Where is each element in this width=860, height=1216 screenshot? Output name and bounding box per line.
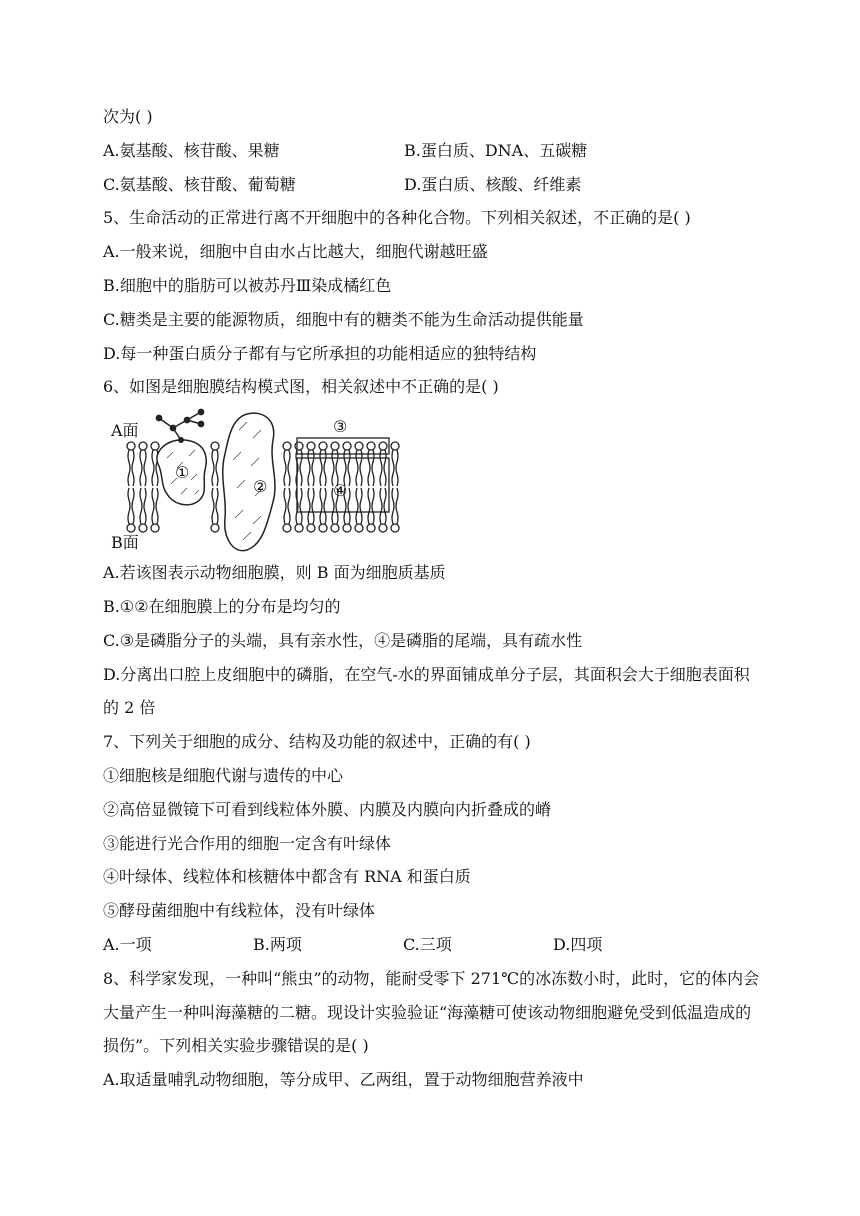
lipid-tail	[380, 450, 386, 486]
q4-option-b: B.蛋白质、DNA、五碳糖	[404, 140, 588, 160]
lipid-head	[139, 524, 147, 532]
lipid-tail	[212, 450, 218, 486]
lipid-head	[211, 442, 219, 450]
lipid-tail	[152, 488, 158, 524]
q6-option-c: C.③是磷脂分子的头端，具有亲水性，④是磷脂的尾端，具有疏水性	[103, 630, 583, 650]
lipid-head	[391, 524, 399, 532]
lipid-tail	[308, 450, 314, 486]
lipid-head	[151, 524, 159, 532]
q8-option-a: A.取适量哺乳动物细胞，等分成甲、乙两组，置于动物细胞营养液中	[103, 1070, 584, 1090]
lipid-head	[331, 524, 339, 532]
lipid-head	[367, 524, 375, 532]
lipid-tail	[212, 488, 218, 524]
lipid-tail	[356, 488, 362, 524]
q7-item-3: ③能进行光合作用的细胞一定含有叶绿体	[103, 833, 392, 853]
lipid-head	[307, 442, 315, 450]
q7-options-row	[103, 928, 763, 962]
mark-4: ④	[333, 481, 348, 501]
lipid-head	[355, 442, 363, 450]
q7-item-2: ②高倍显微镜下可看到线粒体外膜、内膜及内膜向内折叠成的嵴	[103, 799, 552, 819]
q7-option-a: A.一项	[103, 934, 152, 954]
q5-option-c: C.糖类是主要的能源物质，细胞中有的糖类不能为生命活动提供能量	[103, 309, 584, 329]
q4-stem-tail: 次为( )	[103, 107, 153, 126]
lipid-head	[127, 442, 135, 450]
lipid-head	[307, 524, 315, 532]
lipid-tail	[140, 488, 146, 524]
glycan-chain	[156, 410, 203, 443]
q7-option-b: B.两项	[253, 934, 302, 954]
lipid-head	[283, 442, 291, 450]
q8-stem: 8、科学家发现，一种叫“熊虫”的动物，能耐受零下 271℃的冰冻数小时，此时，它的体内会大量产生一种叫海藻糖的二糖。现设计实验验证“海藻糖可使该动物细胞避免受到低温造成的损伤”。下列相关实验步骤错误的是( )	[103, 968, 760, 1056]
lipid-head	[319, 442, 327, 450]
mark-1: ①	[175, 463, 190, 483]
lipid-tail	[128, 488, 134, 524]
lipid-head	[391, 442, 399, 450]
mark-2: ②	[253, 477, 268, 497]
q6-option-b: B.①②在细胞膜上的分布是均匀的	[103, 596, 341, 616]
lipid-head	[355, 524, 363, 532]
lipid-tail	[380, 488, 386, 524]
lipid-tail	[320, 450, 326, 486]
lipid-tail	[392, 488, 398, 524]
lipid-tail	[284, 450, 290, 486]
lipid-head	[367, 442, 375, 450]
q5-option-a: A.一般来说，细胞中自由水占比越大，细胞代谢越旺盛	[103, 242, 488, 262]
q6-option-a: A.若该图表示动物细胞膜，则 B 面为细胞质基质	[103, 563, 446, 583]
q7-item-4: ④叶绿体、线粒体和核糖体中都含有 RNA 和蛋白质	[103, 867, 471, 887]
lipid-head	[295, 442, 303, 450]
q7-item-5: ⑤酵母菌细胞中有线粒体，没有叶绿体	[103, 901, 376, 921]
q4-option-c: C.氨基酸、核苷酸、葡萄糖	[103, 174, 296, 194]
lipid-tail	[368, 488, 374, 524]
lipid-tail	[368, 450, 374, 486]
q4-option-d: D.蛋白质、核酸、纤维素	[404, 174, 582, 194]
lipid-head	[379, 442, 387, 450]
q6-stem: 6、如图是细胞膜结构模式图，相关叙述中不正确的是( )	[103, 377, 499, 397]
lipid-tail	[320, 488, 326, 524]
lipid-head	[379, 524, 387, 532]
q7-option-d: D.四项	[553, 934, 603, 954]
q5-stem: 5、生命活动的正常进行离不开细胞中的各种化合物。下列相关叙述，不正确的是( )	[103, 208, 691, 228]
q4-options-row-2	[103, 168, 763, 202]
lipid-tail	[392, 450, 398, 486]
lipid-tail	[284, 488, 290, 524]
lipid-head	[331, 442, 339, 450]
q7-option-c: C.三项	[403, 934, 452, 954]
cell-membrane-figure	[107, 408, 427, 554]
lipid-head	[127, 524, 135, 532]
lipid-tail	[308, 488, 314, 524]
lipid-head	[295, 524, 303, 532]
q4-option-a: A.氨基酸、核苷酸、果糖	[103, 140, 280, 160]
lipid-tail	[140, 450, 146, 486]
lipid-head	[211, 524, 219, 532]
lipid-head	[151, 442, 159, 450]
lipid-head	[343, 442, 351, 450]
q6-option-d: D.分离出口腔上皮细胞中的磷脂，在空气-水的界面铺成单分子层，其面积会大于细胞表面积的 2 倍	[103, 664, 750, 718]
label-a-face: A面	[111, 421, 139, 441]
lipid-head	[319, 524, 327, 532]
mark-3: ③	[333, 417, 348, 437]
label-b-face: B面	[111, 533, 139, 553]
q5-option-d: D.每一种蛋白质分子都有与它所承担的功能相适应的独特结构	[103, 343, 537, 363]
q7-item-1: ①细胞核是细胞代谢与遗传的中心	[103, 765, 344, 785]
q5-option-b: B.细胞中的脂肪可以被苏丹Ⅲ染成橘红色	[103, 275, 392, 295]
lipid-head	[283, 524, 291, 532]
lipid-tail	[128, 450, 134, 486]
lipid-head	[139, 442, 147, 450]
lipid-head	[343, 524, 351, 532]
exam-page	[103, 100, 763, 1097]
lipid-tail	[356, 450, 362, 486]
q7-stem: 7、下列关于细胞的成分、结构及功能的叙述中，正确的有( )	[103, 732, 531, 752]
q4-options-row-1	[103, 134, 763, 168]
